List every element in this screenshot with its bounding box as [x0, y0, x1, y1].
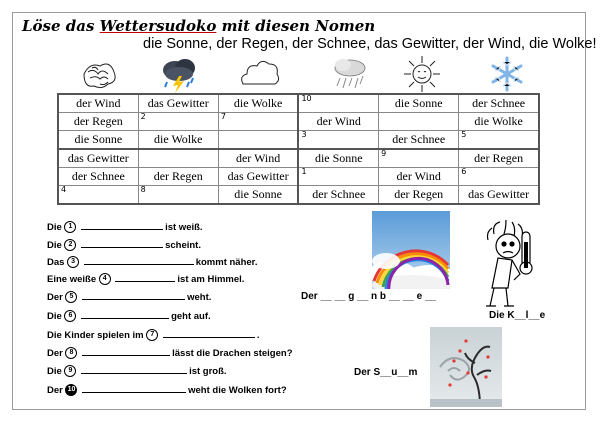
question-number: 9: [64, 365, 76, 377]
cell-number: 5: [461, 130, 467, 139]
grid-cell: [138, 168, 218, 186]
question-suffix: scheint.: [165, 240, 201, 251]
wind-icon: [76, 54, 120, 94]
question-line: [47, 291, 211, 303]
question-suffix: weht die Wolken fort?: [188, 385, 287, 396]
question-suffix: geht auf.: [171, 311, 211, 322]
hint-regenbogen: Der __ __ g __ n b __ __ e __: [301, 291, 437, 302]
grid-cell-empty[interactable]: [298, 94, 378, 113]
cell-number: 7: [220, 112, 226, 121]
grid-cell: [459, 186, 539, 205]
grid-cell: [138, 94, 218, 113]
grid-cell-empty[interactable]: [298, 168, 378, 186]
question-number: 6: [64, 310, 76, 322]
question-number: 2: [64, 239, 76, 251]
storm-picture: [430, 327, 502, 407]
grid-cell: [459, 149, 539, 168]
question-number: 5: [65, 291, 77, 303]
question-line: [47, 365, 227, 377]
answer-blank[interactable]: [81, 310, 169, 319]
cold-man-picture: [478, 218, 552, 310]
cell-word: die Wolke: [154, 132, 203, 146]
question-suffix: .: [256, 330, 260, 341]
thunderstorm-icon: [157, 54, 201, 94]
cell-word: der Wind: [76, 96, 121, 110]
cell-word: die Sonne: [74, 132, 123, 146]
question-prefix: Die: [47, 366, 62, 377]
question-line: [47, 384, 287, 396]
question-prefix: Das: [47, 257, 65, 268]
question-number: 10: [65, 384, 77, 396]
question-line: [47, 239, 201, 251]
question-prefix: Die: [47, 311, 62, 322]
question-number: 1: [64, 221, 76, 233]
grid-cell-empty[interactable]: [379, 113, 459, 131]
cell-word: der Regen: [474, 151, 524, 165]
question-prefix: Der: [47, 292, 63, 303]
question-number: 8: [65, 347, 77, 359]
question-number: 7: [146, 329, 158, 341]
grid-cell-empty[interactable]: [138, 149, 218, 168]
rain-icon: [328, 54, 372, 94]
question-line: [47, 310, 211, 322]
grid-cell: [379, 168, 459, 186]
worksheet-title: Löse das Wettersudoko mit diesen Nomen: [22, 17, 376, 35]
grid-cell: [459, 113, 539, 131]
grid-row: [58, 94, 539, 113]
sun-icon: [400, 54, 444, 94]
question-suffix: ist groß.: [189, 366, 227, 377]
word-list: die Sonne, der Regen, der Schnee, das Gewitter, der Wind, die Wolke!: [143, 36, 597, 52]
grid-cell: [379, 186, 459, 205]
cell-word: die Sonne: [394, 96, 443, 110]
cell-word: das Gewitter: [468, 187, 530, 201]
question-line: [47, 273, 244, 285]
question-prefix: Die: [47, 240, 62, 251]
grid-cell: [218, 149, 298, 168]
grid-cell: [298, 113, 378, 131]
grid-cell: [379, 131, 459, 150]
cloud-icon: [237, 54, 281, 94]
hint-kaelte: Die K__l__e: [489, 310, 546, 321]
cell-word: das Gewitter: [67, 151, 129, 165]
answer-blank[interactable]: [84, 256, 194, 265]
grid-cell-empty[interactable]: [218, 113, 298, 131]
cell-word: die Wolke: [474, 114, 523, 128]
question-suffix: lässt die Drachen steigen?: [172, 348, 293, 359]
question-line: [47, 221, 203, 233]
cell-word: der Regen: [394, 187, 444, 201]
cell-number: 2: [140, 112, 146, 121]
snowflake-icon: [485, 54, 529, 94]
answer-blank[interactable]: [82, 291, 185, 300]
grid-cell-empty[interactable]: [138, 113, 218, 131]
question-line: [47, 256, 258, 268]
grid-cell: [298, 149, 378, 168]
question-suffix: ist am Himmel.: [177, 274, 245, 285]
grid-cell: [218, 94, 298, 113]
grid-cell: [58, 94, 138, 113]
cell-number: 1: [301, 167, 307, 176]
cell-number: 10: [301, 94, 312, 103]
grid-cell: [58, 131, 138, 150]
rainbow-picture: [372, 211, 450, 289]
grid-cell-empty[interactable]: [218, 131, 298, 150]
answer-blank[interactable]: [82, 347, 170, 356]
grid-cell-empty[interactable]: [459, 168, 539, 186]
grid-cell-empty[interactable]: [138, 186, 218, 205]
cell-number: 6: [461, 167, 467, 176]
grid-cell: [58, 149, 138, 168]
sudoku-grid: [57, 93, 540, 205]
cell-number: 8: [140, 185, 146, 194]
question-number: 4: [99, 273, 111, 285]
cell-word: der Schnee: [71, 169, 125, 183]
grid-row: [58, 131, 539, 150]
answer-blank[interactable]: [81, 365, 187, 374]
question-suffix: weht.: [187, 292, 212, 303]
question-line: [47, 329, 260, 341]
cell-word: der Regen: [73, 114, 123, 128]
cell-word: das Gewitter: [147, 96, 209, 110]
grid-row: [58, 168, 539, 186]
question-prefix: Eine weiße: [47, 274, 97, 285]
question-prefix: Die: [47, 222, 62, 233]
cell-word: die Sonne: [234, 187, 282, 201]
question-line: [47, 347, 293, 359]
cell-word: der Schnee: [472, 96, 526, 110]
grid-row: [58, 186, 539, 205]
question-number: 3: [67, 256, 79, 268]
grid-row: [58, 113, 539, 131]
cell-word: der Schnee: [312, 187, 366, 201]
answer-blank[interactable]: [81, 221, 163, 230]
grid-cell: [218, 186, 298, 205]
cell-number: 4: [61, 185, 67, 194]
cell-word: der Wind: [396, 169, 441, 183]
cell-word: der Wind: [316, 114, 361, 128]
answer-blank[interactable]: [82, 384, 186, 393]
grid-cell-empty[interactable]: [298, 131, 378, 150]
cell-word: der Schnee: [392, 132, 446, 146]
grid-cell: [298, 186, 378, 205]
grid-cell: [138, 131, 218, 150]
question-prefix: Die Kinder spielen im: [47, 330, 144, 341]
question-prefix: Der: [47, 385, 63, 396]
grid-cell: [58, 113, 138, 131]
answer-blank[interactable]: [81, 239, 163, 248]
grid-cell: [58, 168, 138, 186]
answer-blank[interactable]: [163, 329, 255, 338]
cell-word: das Gewitter: [227, 169, 289, 183]
cell-word: die Wolke: [233, 96, 283, 110]
cell-word: der Regen: [153, 169, 203, 183]
grid-cell-empty[interactable]: [379, 149, 459, 168]
cell-number: 9: [381, 149, 387, 158]
grid-cell: [218, 168, 298, 186]
grid-row: [58, 149, 539, 168]
cell-number: 3: [301, 130, 307, 139]
grid-cell: [459, 94, 539, 113]
grid-cell-empty[interactable]: [459, 131, 539, 150]
question-suffix: ist weiß.: [165, 222, 203, 233]
grid-cell-empty[interactable]: [58, 186, 138, 205]
answer-blank[interactable]: [115, 273, 175, 282]
cell-word: der Wind: [235, 151, 281, 165]
cell-word: die Sonne: [314, 151, 363, 165]
hint-sturm: Der S__u__m: [354, 367, 418, 378]
question-prefix: Der: [47, 348, 63, 359]
grid-cell: [379, 94, 459, 113]
question-suffix: kommt näher.: [195, 257, 258, 268]
